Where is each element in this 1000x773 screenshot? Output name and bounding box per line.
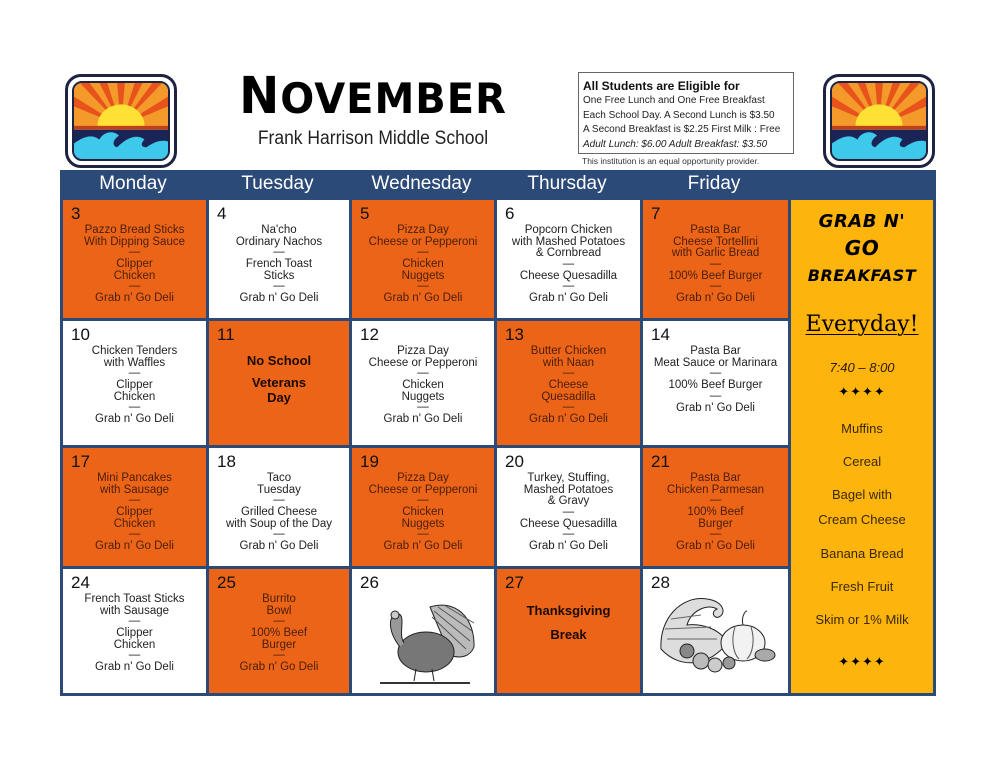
menu-item-line: Grab n' Go Deli: [529, 292, 608, 304]
menu-item-line: Turkey, Stuffing,: [527, 472, 610, 484]
menu-item-line: Pasta Bar: [690, 472, 741, 484]
calendar-day-cell: [63, 321, 206, 445]
menu-item-line: Cheese or Pepperoni: [368, 356, 478, 369]
menu-items: [352, 346, 494, 426]
breakfast-title-line: GRAB N': [818, 211, 906, 232]
day-number: 20: [505, 452, 524, 471]
grab-n-go-breakfast-panel: [791, 200, 933, 693]
calendar-day-cell: [497, 448, 640, 566]
menu-item-line: Cheese or Pepperoni: [368, 235, 478, 248]
calendar-day-cell: [209, 321, 349, 445]
stars-divider-icon: ✦✦✦✦: [838, 384, 886, 399]
menu-separator: —: [128, 615, 141, 627]
menu-separator: —: [417, 494, 429, 506]
sunset-wave-icon: [72, 81, 170, 161]
menu-separator: —: [709, 280, 722, 292]
menu-item-line: Chicken: [113, 638, 156, 651]
menu-separator: —: [128, 528, 141, 540]
menu-separator: —: [709, 257, 722, 270]
menu-item-line: Chicken: [402, 258, 444, 270]
day-number: 18: [217, 452, 236, 471]
menu-item-line: Ordinary Nachos: [235, 235, 323, 248]
menu-item-line: Tuesday: [257, 483, 301, 496]
menu-items: [63, 473, 206, 553]
menu-items: [209, 473, 349, 553]
menu-item-line: French Toast: [245, 258, 313, 270]
menu-item-line: Grab n' Go Deli: [383, 540, 463, 552]
calendar-day-cell: [352, 448, 494, 566]
menu-item-line: Clipper: [116, 506, 153, 518]
menu-item-line: 100% Beef: [250, 627, 308, 639]
menu-item-line: Mini Pancakes: [97, 472, 172, 484]
breakfast-item: Banana Bread: [820, 546, 904, 561]
menu-item-line: Chicken: [402, 506, 444, 518]
menu-item-line: Clipper: [116, 258, 153, 270]
menu-separator: —: [417, 528, 429, 540]
menu-item-line: Grab n' Go Deli: [383, 292, 463, 304]
menu-item-line: Popcorn Chicken: [524, 224, 613, 236]
calendar-day-cell: [497, 321, 640, 445]
day-number: 28: [651, 573, 670, 592]
menu-items: [643, 225, 788, 305]
menu-separator: —: [273, 528, 285, 540]
breakfast-item: Cream Cheese: [818, 512, 906, 527]
calendar-day-cell: [352, 321, 494, 445]
menu-item-line: Chicken: [113, 517, 156, 530]
breakfast-title: [791, 208, 933, 289]
day-number: 10: [71, 325, 90, 344]
eligibility-info-box: [578, 72, 794, 154]
menu-separator: —: [417, 246, 429, 258]
menu-item-line: Clipper: [116, 627, 153, 639]
eligibility-line: One Free Lunch and One Free Breakfast: [583, 95, 765, 106]
breakfast-title-line: GO: [844, 236, 880, 260]
menu-item-line: Grab n' Go Deli: [95, 540, 174, 552]
menu-item-line: Grilled Cheese: [240, 506, 318, 518]
menu-item-line: Pizza Day: [397, 345, 449, 357]
menu-item-line: Grab n' Go Deli: [676, 292, 755, 304]
day-number: 27: [505, 573, 524, 592]
breakfast-item: Skim or 1% Milk: [815, 612, 909, 627]
calendar-day-cell: [643, 448, 788, 566]
menu-separator: —: [273, 494, 285, 506]
calendar-day-cell: [209, 448, 349, 566]
menu-items: [63, 225, 206, 305]
menu-separator: —: [273, 615, 285, 627]
menu-items: [497, 346, 640, 426]
holiday-line: No School: [246, 353, 312, 368]
turkey-icon: [370, 597, 480, 691]
calendar-day-cell: [643, 321, 788, 445]
eligibility-line: Each School Day. A Second Lunch is $3.50: [583, 109, 775, 121]
menu-separator: —: [709, 528, 722, 540]
calendar-day-cell: [63, 200, 206, 318]
calendar-day-cell: [643, 569, 788, 693]
day-number: 24: [71, 573, 90, 592]
menu-separator: —: [562, 401, 575, 413]
menu-separator: —: [562, 280, 575, 292]
menu-item-line: Chicken Parmesan: [666, 483, 765, 496]
menu-item-line: Chicken: [402, 379, 444, 391]
menu-item-line: Sticks: [263, 269, 295, 282]
menu-separator: —: [562, 505, 575, 518]
menu-item-line: Chicken: [113, 269, 156, 282]
calendar-day-cell: [497, 569, 640, 693]
menu-item-line: 100% Beef Burger: [668, 379, 763, 391]
menu-separator: —: [709, 367, 722, 379]
day-number: 13: [505, 325, 524, 344]
menu-item-line: Cheese: [548, 379, 589, 391]
menu-separator: —: [709, 389, 722, 402]
menu-item-line: With Dipping Sauce: [84, 235, 185, 248]
title-initial: N: [239, 66, 281, 126]
menu-item-line: Bowl: [266, 604, 292, 617]
everyday-label: Everyday!: [805, 312, 919, 337]
menu-item-line: 100% Beef Burger: [668, 269, 763, 282]
menu-item-line: Grab n' Go Deli: [239, 540, 319, 552]
menu-item-line: Meat Sauce or Marinara: [653, 356, 778, 369]
day-header-tuesday: Tuesday: [241, 173, 314, 194]
menu-item-line: Cheese Quesadilla: [519, 517, 618, 530]
menu-item-line: with Garlic Bread: [671, 247, 760, 259]
menu-item-line: & Cornbread: [535, 247, 602, 259]
eligibility-line: A Second Breakfast is $2.25 First Milk : Free: [583, 124, 781, 135]
menu-item-line: Grab n' Go Deli: [95, 292, 174, 304]
menu-items: [209, 225, 349, 305]
stars-divider-icon: ✦✦✦✦: [838, 654, 886, 669]
menu-item-line: Pasta Bar: [690, 345, 741, 357]
menu-item-line: Pazzo Bread Sticks: [84, 224, 185, 236]
menu-item-line: Burger: [261, 638, 297, 651]
menu-item-line: Chicken: [113, 390, 156, 403]
menu-item-line: Clipper: [116, 379, 153, 391]
day-number: 25: [217, 573, 236, 592]
holiday-notice: [209, 353, 349, 405]
menu-item-line: Burrito: [262, 593, 296, 605]
holiday-notice: [497, 603, 640, 642]
day-number: 11: [217, 325, 235, 344]
day-number: 21: [651, 452, 670, 471]
menu-item-line: Mashed Potatoes: [523, 483, 614, 496]
breakfast-time: 7:40 – 8:00: [829, 360, 895, 375]
menu-items: [352, 473, 494, 553]
menu-items: [497, 225, 640, 305]
menu-item-line: with Naan: [542, 356, 595, 369]
calendar-day-cell: [63, 448, 206, 566]
day-header-monday: Monday: [99, 173, 167, 194]
menu-item-line: Grab n' Go Deli: [239, 292, 319, 304]
menu-separator: —: [128, 494, 141, 506]
menu-separator: —: [562, 367, 575, 379]
day-headers: [60, 170, 936, 197]
menu-item-line: Grab n' Go Deli: [95, 413, 174, 425]
calendar-day-cell: [209, 200, 349, 318]
menu-separator: —: [562, 257, 575, 270]
day-number: 4: [217, 204, 227, 223]
menu-item-line: Quesadilla: [541, 390, 596, 403]
menu-items: [643, 346, 788, 414]
menu-item-line: Grab n' Go Deli: [95, 661, 174, 673]
school-logo-right: [823, 74, 935, 168]
menu-item-line: Nuggets: [401, 390, 445, 403]
menu-separator: —: [128, 367, 141, 379]
menu-item-line: Grab n' Go Deli: [529, 540, 608, 552]
holiday-line: Thanksgiving: [526, 603, 611, 618]
day-number: 19: [360, 452, 379, 471]
menu-separator: —: [128, 246, 141, 258]
menu-separator: —: [417, 401, 429, 413]
menu-item-line: Pasta Bar: [690, 224, 741, 236]
calendar-day-cell: [497, 200, 640, 318]
menu-item-line: with Sausage: [99, 604, 170, 617]
school-name: Frank Harrison Middle School: [257, 128, 489, 149]
eligibility-title: All Students are Eligible for: [583, 79, 740, 93]
menu-items: [497, 473, 640, 553]
menu-item-line: with Soup of the Day: [225, 517, 333, 530]
menu-item-line: Cheese Tortellini: [673, 235, 758, 248]
day-number: 17: [71, 452, 90, 471]
menu-item-line: Grab n' Go Deli: [383, 413, 463, 425]
day-number: 12: [360, 325, 379, 344]
menu-separator: —: [709, 494, 722, 506]
menu-item-line: with Waffles: [103, 356, 166, 369]
breakfast-item: Muffins: [841, 421, 883, 436]
day-header-wednesday: Wednesday: [371, 173, 472, 194]
menu-item-line: Grab n' Go Deli: [676, 540, 755, 552]
menu-item-line: Burger: [698, 517, 733, 530]
sunset-wave-icon: [830, 81, 928, 161]
menu-separator: —: [128, 401, 141, 413]
menu-item-line: Na'cho: [261, 224, 297, 236]
menu-item-line: Cheese Quesadilla: [519, 269, 618, 282]
breakfast-item: Cereal: [842, 454, 882, 469]
adult-prices: Adult Lunch: $6.00 Adult Breakfast: $3.50: [583, 138, 768, 150]
day-number: 3: [71, 204, 81, 223]
school-logo-left: [65, 74, 177, 168]
menu-items: [63, 594, 206, 674]
calendar-day-cell: [352, 569, 494, 693]
day-header-friday: Friday: [687, 173, 741, 194]
day-number: 5: [360, 204, 370, 223]
day-number: 14: [651, 325, 670, 344]
calendar-day-cell: [352, 200, 494, 318]
menu-item-line: Nuggets: [401, 517, 445, 530]
menu-separator: —: [417, 280, 429, 292]
menu-separator: —: [562, 528, 575, 540]
menu-items: [209, 594, 349, 674]
menu-item-line: with Mashed Potatoes: [511, 235, 626, 248]
menu-item-line: Pizza Day: [397, 224, 449, 236]
day-number: 6: [505, 204, 515, 223]
menu-item-line: 100% Beef: [687, 506, 744, 518]
day-header-thursday: Thursday: [527, 173, 607, 194]
menu-item-line: French Toast Sticks: [84, 593, 185, 605]
menu-items: [643, 473, 788, 553]
breakfast-title-line: BREAKFAST: [807, 266, 917, 285]
menu-calendar: [60, 170, 936, 696]
holiday-line: Break: [550, 627, 587, 642]
menu-item-line: & Gravy: [547, 495, 590, 507]
calendar-day-cell: [63, 569, 206, 693]
menu-item-line: Pizza Day: [397, 472, 449, 484]
menu-items: [352, 225, 494, 305]
menu-item-line: Chicken Tenders: [91, 345, 178, 357]
menu-item-line: Taco: [266, 472, 292, 484]
breakfast-item: Fresh Fruit: [830, 579, 894, 594]
menu-item-line: with Sausage: [99, 483, 170, 496]
menu-separator: —: [273, 246, 285, 258]
menu-item-line: Grab n' Go Deli: [676, 401, 755, 414]
menu-separator: —: [417, 367, 429, 379]
menu-item-line: Grab n' Go Deli: [239, 661, 319, 673]
calendar-day-cell: [643, 200, 788, 318]
menu-item-line: Cheese or Pepperoni: [368, 483, 478, 496]
menu-item-line: Nuggets: [401, 269, 445, 282]
day-number: 7: [651, 204, 661, 223]
cornucopia-icon: [651, 589, 781, 683]
menu-item-line: Grab n' Go Deli: [529, 413, 608, 425]
day-number: 26: [360, 573, 379, 592]
menu-separator: —: [273, 649, 285, 661]
menu-separator: —: [273, 280, 285, 292]
title-rest: OVEMBER: [280, 75, 507, 124]
breakfast-item: Bagel with: [832, 487, 892, 502]
holiday-line: Veterans: [251, 375, 307, 390]
page-title: [218, 67, 528, 126]
menu-item-line: Butter Chicken: [530, 345, 607, 357]
calendar-day-cell: [209, 569, 349, 693]
menu-items: [63, 346, 206, 426]
menu-separator: —: [128, 280, 141, 292]
menu-separator: —: [128, 649, 141, 661]
holiday-line: Day: [267, 390, 291, 405]
equal-opportunity-notice: This institution is an equal opportunity provider.: [582, 156, 760, 166]
